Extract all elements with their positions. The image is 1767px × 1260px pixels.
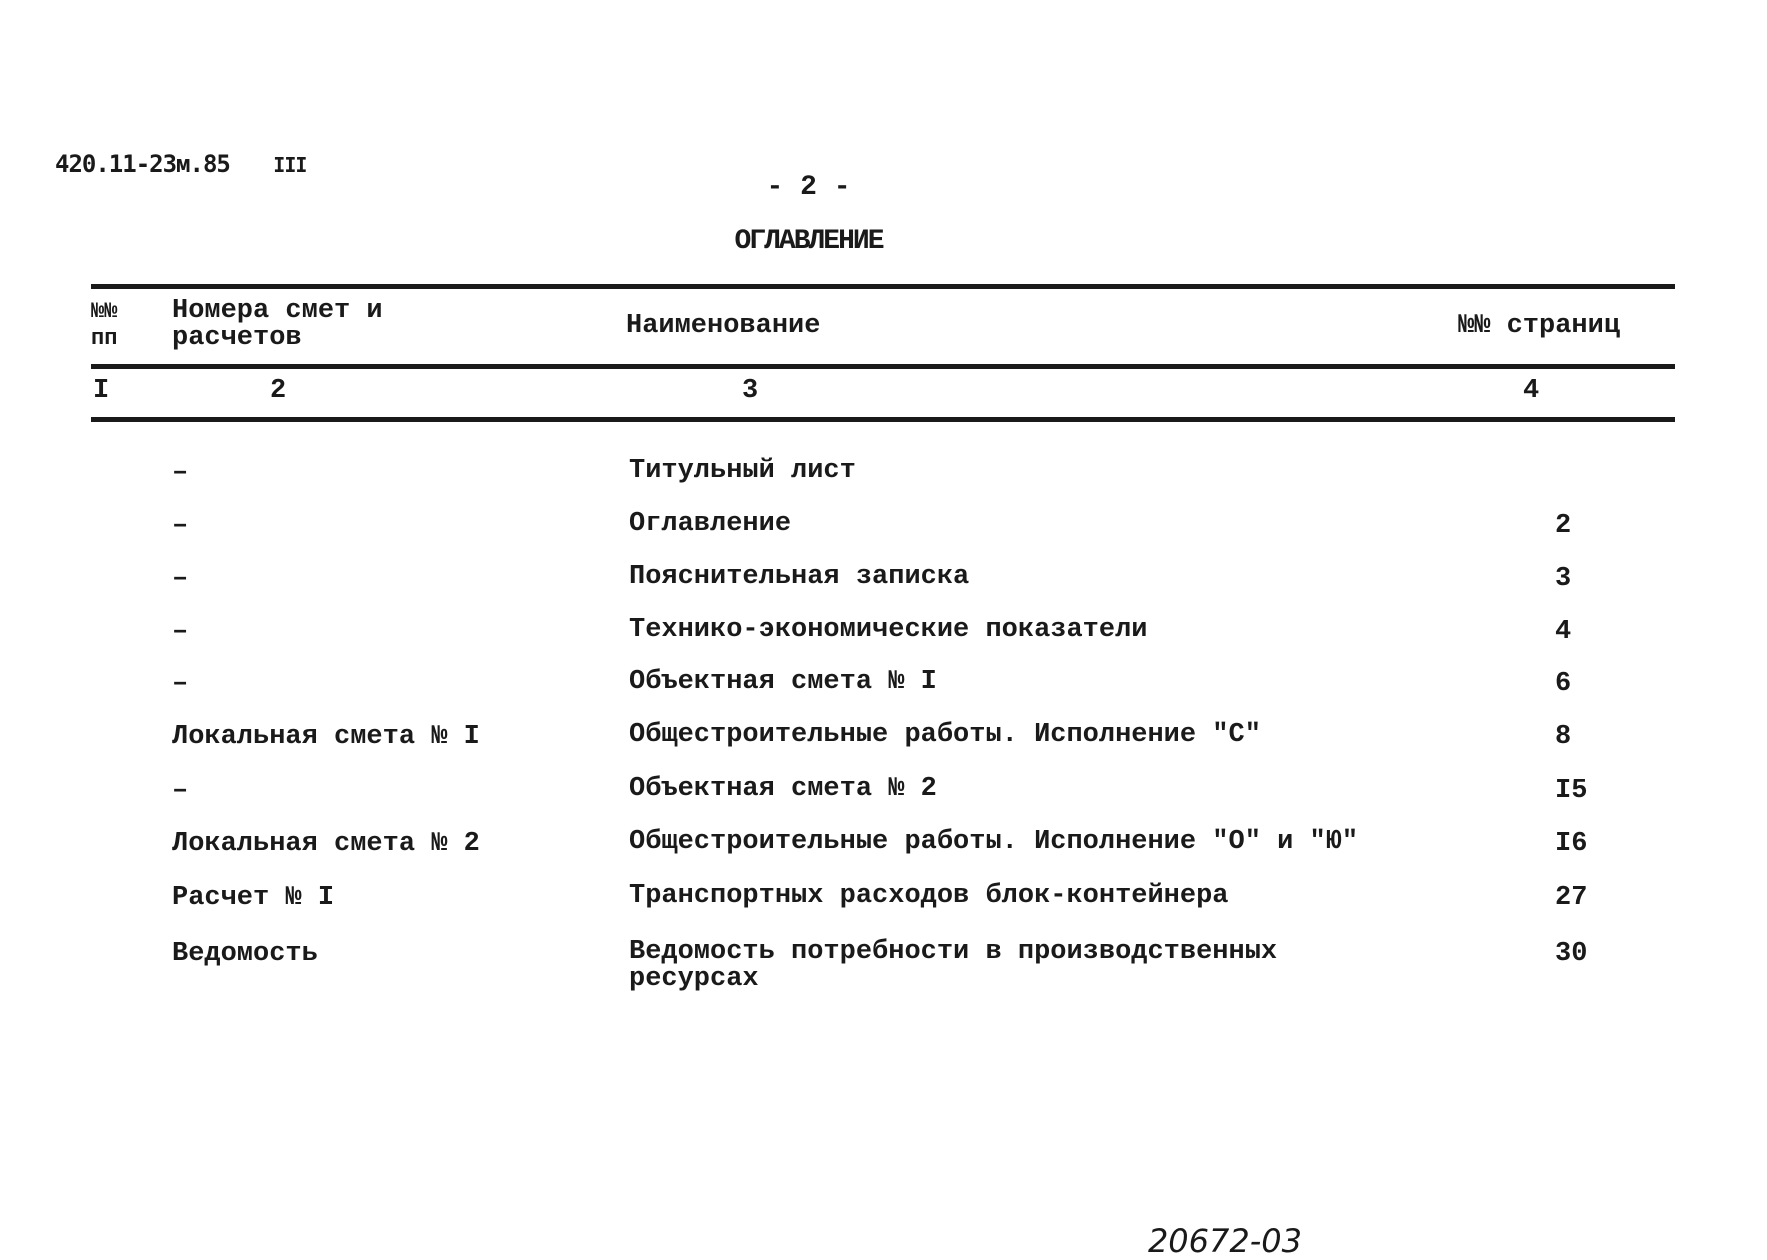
row-estimate: – (172, 776, 189, 806)
row-page: 6 (1555, 669, 1572, 699)
row-estimate: – (172, 564, 189, 594)
toc-row (0, 617, 1767, 667)
header-pages: №№ страниц (1458, 311, 1621, 341)
document-code-text: 420.11-23м.85 (55, 150, 230, 178)
column-number-4: 4 (1523, 376, 1540, 406)
header-name: Наименование (626, 311, 821, 341)
column-number-3: 3 (742, 376, 759, 406)
row-estimate: – (172, 458, 189, 488)
row-estimate: Локальная смета № 2 (172, 829, 480, 859)
toc-row (0, 511, 1767, 561)
toc-row (0, 669, 1767, 719)
row-name: Объектная смета № 2 (629, 774, 937, 804)
row-name: Оглавление (629, 509, 792, 539)
column-number-2: 2 (270, 376, 287, 406)
row-page: 3 (1555, 564, 1572, 594)
toc-row (0, 564, 1767, 614)
row-name: Общестроительные работы. Исполнение "О" и "Ю" (629, 827, 1359, 857)
row-name: Технико-экономические показатели (629, 615, 1148, 645)
column-number-rule (91, 417, 1675, 422)
header-num: №№ пп (91, 299, 118, 351)
page-title: ОГЛАВЛЕНИЕ (734, 226, 883, 257)
toc-row (0, 722, 1767, 772)
row-name: Титульный лист (629, 456, 856, 486)
row-page: I5 (1555, 776, 1588, 806)
footer-handwritten-number: 20672-03 (1147, 1222, 1302, 1260)
row-page: 2 (1555, 511, 1572, 541)
document-code-mark: III (273, 153, 307, 177)
row-name: Ведомость потребности в производственных ресурсах (629, 937, 1278, 994)
row-estimate: – (172, 511, 189, 541)
toc-row (0, 458, 1767, 508)
row-name: Транспортных расходов блок-контейнера (629, 881, 1229, 911)
row-estimate: Локальная смета № I (172, 722, 480, 752)
toc-row (0, 829, 1767, 879)
row-page: 27 (1555, 883, 1588, 913)
toc-row (0, 937, 1767, 994)
row-name: Общестроительные работы. Исполнение "С" (629, 720, 1261, 750)
row-page: 4 (1555, 617, 1572, 647)
table-top-rule (91, 284, 1675, 289)
row-estimate: Ведомость (172, 939, 318, 969)
header-rule (91, 364, 1675, 369)
row-page: 8 (1555, 722, 1572, 752)
row-page: I6 (1555, 829, 1588, 859)
row-estimate: – (172, 617, 189, 647)
column-number-1: I (93, 376, 110, 406)
header-estimate: Номера смет и расчетов (172, 296, 383, 353)
row-name: Пояснительная записка (629, 562, 970, 592)
toc-row (0, 776, 1767, 826)
page-number: - 2 - (766, 172, 851, 203)
row-estimate: Расчет № I (172, 883, 335, 913)
toc-row (0, 883, 1767, 933)
row-estimate: – (172, 669, 189, 699)
row-name: Объектная смета № I (629, 667, 937, 697)
row-page: 30 (1555, 939, 1588, 969)
